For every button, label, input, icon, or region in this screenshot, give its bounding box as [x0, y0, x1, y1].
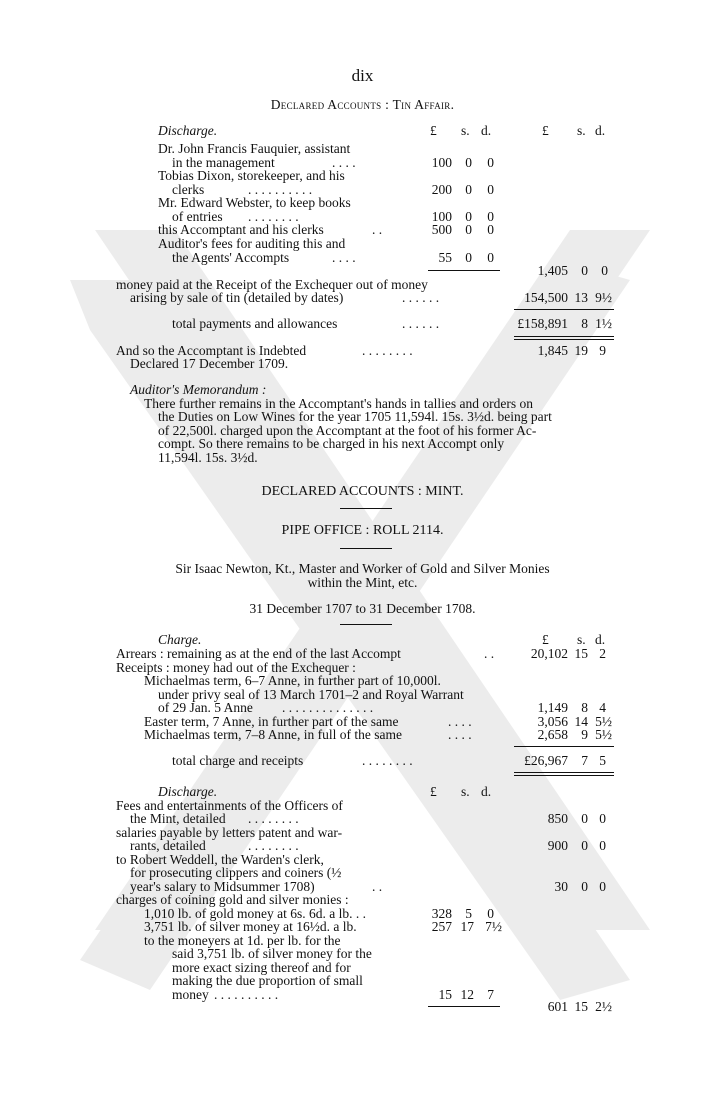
amount: 7 [487, 987, 494, 1002]
amount: 0 [487, 250, 494, 265]
heading-part: Declared Accounts : [270, 97, 390, 112]
heading-part: Tin Affair. [392, 97, 455, 112]
double-rule [514, 775, 614, 776]
leader-dots: . . [484, 646, 495, 661]
amount: 200 [431, 182, 452, 197]
entry-line: said 3,751 lb. of silver money for the [172, 946, 372, 961]
entry-line: more exact sizing thereof and for [172, 960, 351, 975]
entry-line: Mr. Edward Webster, to keep books [158, 195, 351, 210]
entry-line: of entries [172, 209, 223, 224]
entry-line: under privy seal of 13 March 1701–2 and Royal Warrant [158, 687, 464, 702]
amount: 0 [581, 879, 588, 894]
amount: 3,056 [537, 714, 568, 729]
memo-line: There further remains in the Accomptant's hands in tallies and orders on [144, 396, 533, 411]
double-rule [514, 339, 614, 340]
entry-line: Tobias Dixon, storekeeper, and his [158, 168, 345, 183]
leader-dots: . . . . . . . . . . [248, 182, 313, 197]
total-amount: £158,891 [517, 316, 568, 331]
entry-line: of 29 Jan. 5 Anne [158, 700, 253, 715]
memo-line: the Duties on Low Wines for the year 1705 11,594l. 15s. 3½d. being part [158, 409, 552, 424]
page-number: dix [351, 66, 374, 85]
entry-line: year's salary to Midsummer 1708) [130, 879, 315, 894]
entry-line: salaries payable by letters patent and war- [116, 825, 343, 840]
entry-line: money paid at the Receipt of the Exchequer out of money [116, 277, 428, 292]
amount: 7½ [485, 919, 502, 934]
amount: 900 [547, 838, 568, 853]
entry-line: to the moneyers at 1d. per lb. for the [144, 933, 341, 948]
pipe-office-heading: PIPE OFFICE : ROLL 2114. [281, 523, 444, 538]
col-pound: £ [542, 632, 549, 647]
leader-dots: . . . . . . [402, 290, 440, 305]
amount: 850 [547, 811, 568, 826]
amount: 14 [574, 714, 588, 729]
amount: 0 [599, 811, 606, 826]
discharge-label: Discharge. [158, 784, 218, 799]
amount: 328 [431, 906, 452, 921]
subtotal: 15 [574, 999, 588, 1014]
amount: 0 [487, 155, 494, 170]
amount: 0 [581, 811, 588, 826]
total-amount: 8 [581, 316, 588, 331]
leader-dots: . . [372, 222, 383, 237]
entry-line: charges of coining gold and silver monies : [116, 892, 349, 907]
entry-line: And so the Accomptant is Indebted [116, 343, 307, 358]
amount: 19 [574, 343, 588, 358]
amount: 0 [487, 906, 494, 921]
subtotal: 601 [547, 999, 568, 1014]
col-pence: d. [481, 123, 492, 138]
amount: 0 [487, 209, 494, 224]
subtotal: 0 [581, 263, 588, 278]
amount: 30 [554, 879, 568, 894]
sum-rule [428, 270, 500, 271]
entry-line: Michaelmas term, 6–7 Anne, in further part of 10,000l. [144, 673, 441, 688]
leader-dots: . . . . [332, 250, 356, 265]
col-pound: £ [542, 123, 549, 138]
double-rule [514, 772, 614, 773]
col-shillings: s. [461, 784, 470, 799]
entry-line: for prosecuting clippers and coiners (½ [130, 865, 342, 880]
amount: 0 [599, 838, 606, 853]
entry-line: 3,751 lb. of silver money at 16½d. a lb. [144, 919, 357, 934]
entry-line: the Agents' Accompts [172, 250, 290, 265]
total-amount: 5 [599, 753, 606, 768]
amount: 0 [465, 155, 472, 170]
amount: 2 [599, 646, 606, 661]
entry-line: money [172, 987, 209, 1002]
leader-dots: . . . . . . . . [362, 343, 413, 358]
amount: 15 [574, 646, 588, 661]
memo-line: 11,594l. 15s. 3½d. [158, 450, 258, 465]
leader-dots: . . . . [332, 155, 356, 170]
entry-line: Michaelmas term, 7–8 Anne, in full of the same [144, 727, 402, 742]
discharge-label: Discharge. [158, 123, 218, 138]
amount: 0 [599, 879, 606, 894]
short-rule [340, 508, 392, 509]
col-shillings: s. [577, 123, 586, 138]
col-pence: d. [481, 784, 492, 799]
subtotal: 1,405 [537, 263, 568, 278]
amount: 100 [431, 209, 452, 224]
amount: 8 [581, 700, 588, 715]
amount: 55 [438, 250, 452, 265]
amount: 17 [460, 919, 474, 934]
amount: 0 [465, 250, 472, 265]
col-pound: £ [430, 123, 437, 138]
entry-line: Easter term, 7 Anne, in further part of the same [144, 714, 399, 729]
amount: 1,149 [537, 700, 568, 715]
short-rule [340, 624, 392, 625]
col-pound: £ [430, 784, 437, 799]
amount: 20,102 [530, 646, 568, 661]
total-amount: £26,967 [524, 753, 568, 768]
officer-line: Sir Isaac Newton, Kt., Master and Worker of Gold and Silver Monies [175, 561, 550, 576]
period: 31 December 1707 to 31 December 1708. [249, 601, 476, 616]
amount: 0 [465, 222, 472, 237]
double-rule [514, 336, 614, 337]
entry-line: making the due proportion of small [172, 973, 363, 988]
total-label: total payments and allowances [172, 316, 338, 331]
entry-line: Fees and entertainments of the Officers of [116, 798, 343, 813]
leader-dots: . . . . [448, 727, 472, 742]
amount: 1,845 [537, 343, 568, 358]
entry-line: in the management [172, 155, 275, 170]
leader-dots: . . . . . . . . [248, 838, 299, 853]
col-shillings: s. [577, 632, 586, 647]
entry-line: the Mint, detailed [130, 811, 226, 826]
amount: 9 [599, 343, 606, 358]
amount: 500 [431, 222, 452, 237]
memo-line: of 22,500l. charged upon the Accomptant at the foot of his former Ac- [158, 423, 537, 438]
leader-dots: . . . . . . [402, 316, 440, 331]
subtotal: 2½ [595, 999, 612, 1014]
entry-line: Receipts : money had out of the Exchequer : [116, 660, 356, 675]
leader-dots: . . . . . . . . [248, 209, 299, 224]
entry-line: 1,010 lb. of gold money at 6s. 6d. a lb. . . [144, 906, 366, 921]
amount: 154,500 [524, 290, 568, 305]
officer-line: within the Mint, etc. [307, 575, 418, 590]
col-shillings: s. [461, 123, 470, 138]
amount: 13 [574, 290, 588, 305]
entry-line: to Robert Weddell, the Warden's clerk, [116, 852, 324, 867]
col-pence: d. [595, 123, 606, 138]
entry-line: Dr. John Francis Fauquier, assistant [158, 141, 351, 156]
amount: 2,658 [537, 727, 568, 742]
entry-line: this Accomptant and his clerks [158, 222, 324, 237]
short-rule [340, 548, 392, 549]
sum-rule [514, 309, 614, 310]
leader-dots: . . . . . . . . [362, 753, 413, 768]
entry-line: arising by sale of tin (detailed by dates) [130, 290, 344, 305]
total-label: total charge and receipts [172, 753, 304, 768]
col-pence: d. [595, 632, 606, 647]
amount: 9 [581, 727, 588, 742]
sum-rule [428, 1006, 500, 1007]
amount: 9½ [595, 290, 612, 305]
amount: 5 [465, 906, 472, 921]
total-amount: 7 [581, 753, 588, 768]
entry-line: Arrears : remaining as at the end of the last Accompt [116, 646, 401, 661]
amount: 5½ [595, 727, 612, 742]
entry-line: rants, detailed [130, 838, 206, 853]
leader-dots: . . . . . . . . [248, 811, 299, 826]
amount: 0 [465, 209, 472, 224]
amount: 12 [460, 987, 474, 1002]
charge-label: Charge. [158, 632, 202, 647]
amount: 100 [431, 155, 452, 170]
amount: 0 [465, 182, 472, 197]
memo-line: compt. So there remains to be charged in his next Accompt only [158, 436, 505, 451]
amount: 5½ [595, 714, 612, 729]
subtotal: 0 [601, 263, 608, 278]
amount: 0 [581, 838, 588, 853]
leader-dots: . . [372, 879, 383, 894]
memo-label: Auditor's Memorandum : [130, 382, 267, 397]
entry-line: Auditor's fees for auditing this and [158, 236, 346, 251]
leader-dots: . . . . . . . . . . . . . . [282, 700, 374, 715]
leader-dots: . . . . . . . . . . [214, 987, 279, 1002]
entry-line: Declared 17 December 1709. [130, 356, 289, 371]
leader-dots: . . . . [448, 714, 472, 729]
entry-line: clerks [172, 182, 205, 197]
sum-rule [514, 746, 614, 747]
total-amount: 1½ [595, 316, 612, 331]
amount: 0 [487, 182, 494, 197]
amount: 257 [431, 919, 452, 934]
section-heading-mint: DECLARED ACCOUNTS : MINT. [261, 484, 464, 499]
section-heading-tin [0, 97, 725, 113]
amount: 4 [599, 700, 606, 715]
amount: 0 [487, 222, 494, 237]
amount: 15 [438, 987, 452, 1002]
